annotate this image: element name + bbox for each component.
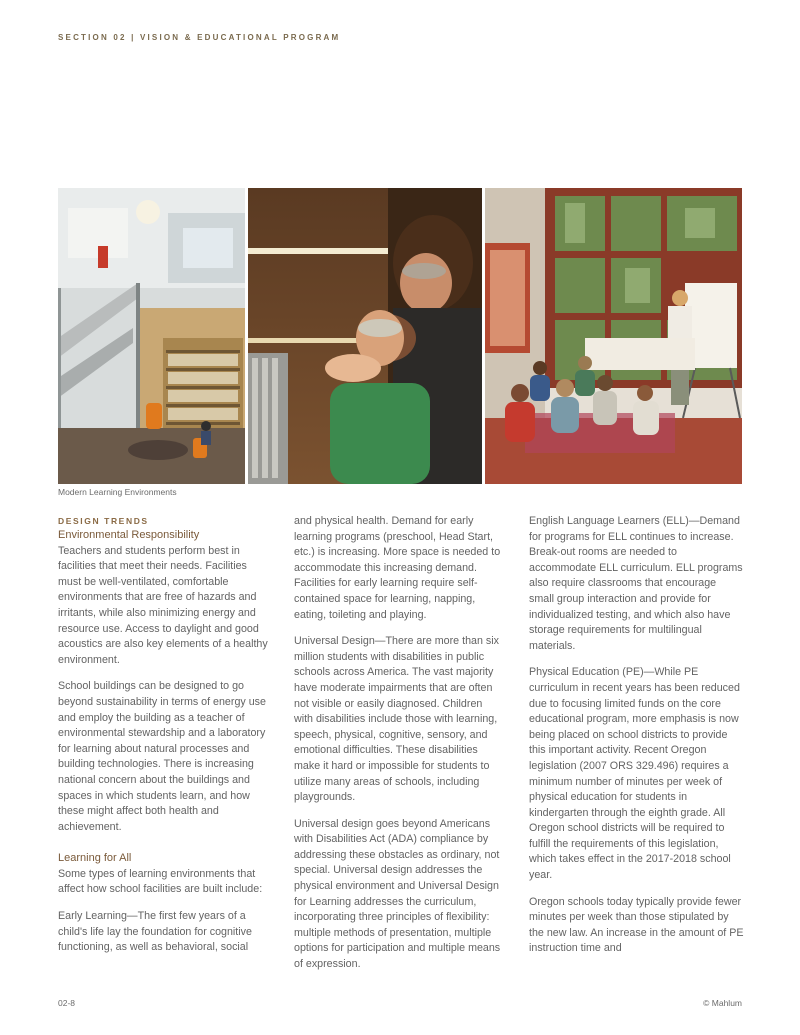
paragraph: Universal Design—There are more than six million students with disabilities in public schools across America. The vast majority have moderate impairments that are often not visible or easily diagnosed. Children with disabilities include those with learning, speech, physical, cognitive, sensory, and emotional difficulties. These disabilities make it hard or impossible for students to utilize many areas of schools, including playgrounds. bbox=[294, 635, 499, 804]
learning-for-all-heading: Learning for All bbox=[58, 852, 132, 865]
paragraph: Early Learning—The first few years of a child's life lay the foundation for cognitive functioning, as well as behavioral, social bbox=[58, 910, 252, 954]
copyright: © Mahlum bbox=[703, 998, 742, 1008]
lab-photo bbox=[248, 188, 482, 484]
design-trends-kicker: DESIGN TRENDS bbox=[58, 516, 149, 526]
paragraph: English Language Learners (ELL)—Demand for programs for ELL continues to increase. Break-out rooms are needed to accommodate ELL curriculum. ELL programs also require classrooms that encourage small group interaction and provide for individualized testing, and which also have storage requirements for multilingual materials. bbox=[529, 515, 743, 652]
paragraph: Teachers and students perform best in facilities that meet their needs. Facilities must be well-ventilated, comfortable environments that are free of hazards and irritants, while also minimizing energy and resource use. Access to daylight and good acoustics are also key elements of a healthy environment. bbox=[58, 544, 268, 666]
paragraph: Some types of learning environments that affect how school facilities are built include: bbox=[58, 867, 263, 896]
paragraph: and physical health. Demand for early learning programs (preschool, Head Start, etc.) is increasing. More space is needed to accommodate this increasing demand. Facilities for early learning require self-contained space for learning, napping, eating, toileting and playing. bbox=[294, 515, 501, 621]
environmental-responsibility-heading: Environmental Responsibility bbox=[58, 529, 200, 541]
classroom-photo bbox=[485, 188, 742, 484]
atrium-photo bbox=[58, 188, 245, 484]
photo-caption: Modern Learning Environments bbox=[58, 487, 177, 497]
text-column-2 bbox=[294, 514, 504, 984]
page-number: 02-8 bbox=[58, 998, 76, 1008]
paragraph: Physical Education (PE)—While PE curriculum in recent years has been reduced due to focusing limited funds on the core educational program, more emphasis is now being placed on school districts to provide this important activity. Recent Oregon legislation (2007 ORS 329.496) requires a minimum number of minutes per week of physical education for students in kindergarten through the eighth grade. All Oregon school districts will be required to fulfill the requirements of this legislation, which takes effect in the 2017-2018 school year. bbox=[529, 666, 740, 882]
text-column-3 bbox=[529, 514, 744, 968]
text-column-1 bbox=[58, 514, 272, 967]
paragraph: Universal design goes beyond Americans with Disabilities Act (ADA) compliance by addressing these obstacles as ordinary, not special. Universal design addresses the physical environment and Universal Design for Learning addresses the curriculum, incorporating three principles of flexibility: multiple methods of presentation, multiple options for participation and multiple means of expression. bbox=[294, 817, 501, 971]
paragraph: Oregon schools today typically provide fewer minutes per week than those stipulated by the new law. An increase in the amount of PE instruction time and bbox=[529, 895, 744, 955]
section-header: SECTION 02 | VISION & EDUCATIONAL PROGRAM bbox=[58, 33, 341, 42]
paragraph: School buildings can be designed to go beyond sustainability in terms of energy use and employ the building as a teacher of environmental stewardship and a laboratory for learning about natural processes and building technologies. There is increasing national concern about the buildings and spaces in which students learn, and how these might affect both health and achievement. bbox=[58, 680, 266, 833]
